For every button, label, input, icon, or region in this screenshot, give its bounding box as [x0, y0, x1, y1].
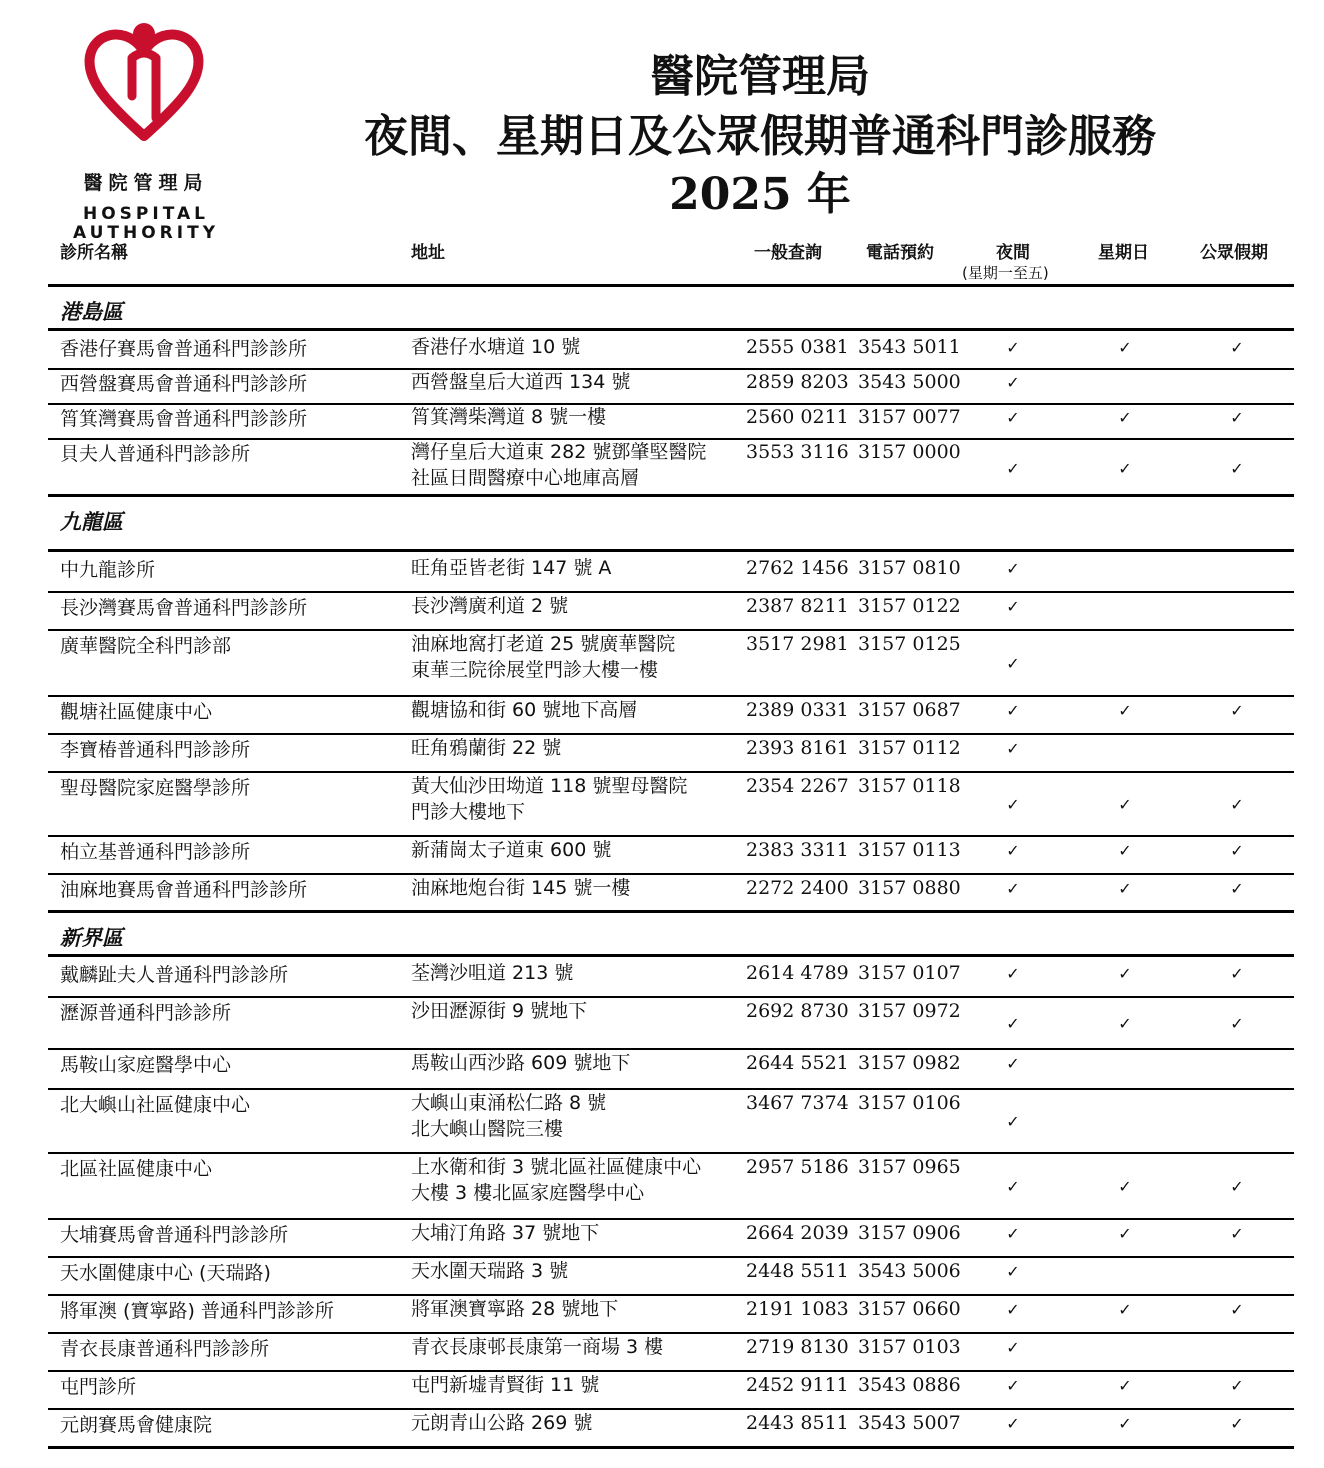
table-rule — [48, 1370, 1294, 1372]
clinic-name: 天水圍健康中心 (天瑞路) — [60, 1262, 271, 1284]
table-rule — [48, 954, 1294, 957]
clinic-address-line: 黃大仙沙田坳道 118 號聖母醫院 — [411, 775, 688, 797]
clinic-name: 西營盤賽馬會普通科門診診所 — [60, 373, 308, 395]
sunday-tick-icon: ✓ — [1118, 879, 1132, 898]
clinic-address-line: 旺角亞皆老街 147 號 A — [411, 557, 612, 579]
booking-phone: 3157 0810 — [858, 557, 961, 579]
clinic-address-line: 沙田瀝源街 9 號地下 — [411, 1000, 588, 1022]
clinic-address-line: 天水圍天瑞路 3 號 — [411, 1260, 569, 1282]
table-rule — [48, 1294, 1294, 1296]
clinic-address-line: 旺角鴉蘭街 22 號 — [411, 737, 562, 759]
region-title: 新界區 — [60, 926, 123, 950]
region-title: 港島區 — [60, 300, 123, 324]
booking-phone: 3157 0113 — [858, 839, 961, 861]
clinic-address-line: 大埔汀角路 37 號地下 — [411, 1222, 600, 1244]
clinic-address-line: 馬鞍山西沙路 609 號地下 — [411, 1052, 631, 1074]
enquiry-phone: 2664 2039 — [746, 1222, 849, 1244]
clinic-row — [48, 332, 1294, 368]
column-header-name: 診所名稱 — [60, 243, 128, 263]
enquiry-phone: 2389 0331 — [746, 699, 849, 721]
table-rule — [48, 771, 1294, 773]
clinic-name: 聖母醫院家庭醫學診所 — [60, 777, 251, 799]
booking-phone: 3543 5011 — [858, 336, 961, 358]
booking-phone: 3157 0106 — [858, 1092, 961, 1114]
evening-tick-icon: ✓ — [1006, 654, 1020, 673]
evening-tick-icon: ✓ — [1006, 338, 1020, 357]
clinic-row — [48, 1218, 1294, 1256]
clinic-name: 北大嶼山社區健康中心 — [60, 1094, 251, 1116]
clinic-name: 元朗賽馬會健康院 — [60, 1414, 213, 1436]
holiday-tick-icon: ✓ — [1230, 841, 1244, 860]
enquiry-phone: 2555 0381 — [746, 336, 849, 358]
holiday-tick-icon: ✓ — [1230, 795, 1244, 814]
evening-tick-icon: ✓ — [1006, 1376, 1020, 1395]
enquiry-phone: 2859 8203 — [746, 371, 849, 393]
enquiry-phone: 2354 2267 — [746, 775, 849, 797]
evening-tick-icon: ✓ — [1006, 459, 1020, 478]
clinic-address-line: 社區日間醫療中心地庫高層 — [411, 467, 640, 489]
clinic-name: 柏立基普通科門診診所 — [60, 841, 251, 863]
booking-phone: 3157 0122 — [858, 595, 961, 617]
heart-logo-icon — [82, 18, 206, 142]
clinic-address-line: 上水衛和街 3 號北區社區健康中心 — [411, 1156, 702, 1178]
booking-phone: 3157 0118 — [858, 775, 961, 797]
table-rule — [48, 438, 1294, 440]
clinic-name: 李寶椿普通科門診診所 — [60, 739, 251, 761]
holiday-tick-icon: ✓ — [1230, 701, 1244, 720]
holiday-tick-icon: ✓ — [1230, 1376, 1244, 1395]
clinic-name: 油麻地賽馬會普通科門診診所 — [60, 879, 308, 901]
clinic-address-line: 大嶼山東涌松仁路 8 號 — [411, 1092, 607, 1114]
clinic-row — [48, 591, 1294, 629]
table-rule — [48, 328, 1294, 331]
evening-tick-icon: ✓ — [1006, 964, 1020, 983]
table-rule — [48, 910, 1294, 913]
booking-phone: 3157 0687 — [858, 699, 961, 721]
table-rule — [48, 733, 1294, 735]
clinic-address-line: 長沙灣廣利道 2 號 — [411, 595, 569, 617]
enquiry-phone: 3553 3116 — [746, 441, 849, 463]
title-service: 夜間、星期日及公眾假期普通科門診服務 — [364, 111, 1156, 162]
booking-phone: 3157 0125 — [858, 633, 961, 655]
sunday-tick-icon: ✓ — [1118, 1300, 1132, 1319]
evening-tick-icon: ✓ — [1006, 795, 1020, 814]
evening-tick-icon: ✓ — [1006, 879, 1020, 898]
clinic-row — [48, 1256, 1294, 1294]
logo-chinese-name: 醫院管理局 — [83, 172, 209, 194]
clinic-row — [48, 1088, 1294, 1152]
enquiry-phone: 2383 3311 — [746, 839, 849, 861]
clinic-name: 屯門診所 — [60, 1376, 137, 1398]
booking-phone: 3157 0972 — [858, 1000, 961, 1022]
hospital-authority-logo — [66, 18, 226, 243]
sunday-tick-icon: ✓ — [1118, 964, 1132, 983]
logo-english-line1: HOSPITAL — [83, 204, 209, 224]
evening-tick-icon: ✓ — [1006, 1262, 1020, 1281]
clinic-address-line: 大樓 3 樓北區家庭醫學中心 — [411, 1182, 645, 1204]
clinic-name: 大埔賽馬會普通科門診診所 — [60, 1224, 289, 1246]
clinic-name: 筲箕灣賽馬會普通科門診診所 — [60, 408, 308, 430]
clinic-row — [48, 1370, 1294, 1408]
booking-phone: 3543 5000 — [858, 371, 961, 393]
table-rule — [48, 1218, 1294, 1220]
sunday-tick-icon: ✓ — [1118, 459, 1132, 478]
clinic-row — [48, 1048, 1294, 1088]
table-rule — [48, 284, 1294, 287]
clinic-address-line: 將軍澳寶寧路 28 號地下 — [411, 1298, 619, 1320]
table-rule — [48, 1048, 1294, 1050]
enquiry-phone: 2614 4789 — [746, 962, 849, 984]
enquiry-phone: 2719 8130 — [746, 1336, 849, 1358]
evening-tick-icon: ✓ — [1006, 1300, 1020, 1319]
holiday-tick-icon: ✓ — [1230, 408, 1244, 427]
holiday-tick-icon: ✓ — [1230, 338, 1244, 357]
enquiry-phone: 2762 1456 — [746, 557, 849, 579]
column-header-booking: 電話預約 — [866, 243, 934, 263]
table-rule — [48, 591, 1294, 593]
enquiry-phone: 2393 8161 — [746, 737, 849, 759]
clinic-row — [48, 1408, 1294, 1446]
clinic-address-line: 觀塘協和街 60 號地下高層 — [411, 699, 638, 721]
table-rule — [48, 1446, 1294, 1449]
holiday-tick-icon: ✓ — [1230, 964, 1244, 983]
booking-phone: 3157 0660 — [858, 1298, 961, 1320]
enquiry-phone: 2644 5521 — [746, 1052, 849, 1074]
clinic-address-line: 荃灣沙咀道 213 號 — [411, 962, 574, 984]
column-header-holiday: 公眾假期 — [1200, 243, 1268, 263]
evening-tick-icon: ✓ — [1006, 1112, 1020, 1131]
enquiry-phone: 3467 7374 — [746, 1092, 849, 1114]
column-header-enquiry: 一般查詢 — [754, 243, 822, 263]
clinic-address-line: 灣仔皇后大道東 282 號鄧肇堅醫院 — [411, 441, 707, 463]
clinic-address-line: 元朗青山公路 269 號 — [411, 1412, 593, 1434]
clinic-name: 瀝源普通科門診診所 — [60, 1002, 232, 1024]
region-title: 九龍區 — [60, 510, 123, 534]
booking-phone: 3157 0103 — [858, 1336, 961, 1358]
clinic-row — [48, 996, 1294, 1048]
clinic-address-line: 東華三院徐展堂門診大樓一樓 — [411, 659, 659, 681]
table-rule — [48, 494, 1294, 497]
clinic-name: 香港仔賽馬會普通科門診診所 — [60, 338, 308, 360]
clinic-name: 青衣長康普通科門診診所 — [60, 1338, 270, 1360]
holiday-tick-icon: ✓ — [1230, 459, 1244, 478]
evening-tick-icon: ✓ — [1006, 1054, 1020, 1073]
table-rule — [48, 1408, 1294, 1410]
evening-tick-icon: ✓ — [1006, 1014, 1020, 1033]
sunday-tick-icon: ✓ — [1118, 1177, 1132, 1196]
evening-tick-icon: ✓ — [1006, 597, 1020, 616]
booking-phone: 3157 0906 — [858, 1222, 961, 1244]
booking-phone: 3157 0107 — [858, 962, 961, 984]
enquiry-phone: 2560 0211 — [746, 406, 849, 428]
clinic-address-line: 北大嶼山醫院三樓 — [411, 1118, 564, 1140]
sunday-tick-icon: ✓ — [1118, 841, 1132, 860]
table-rule — [48, 549, 1294, 552]
enquiry-phone: 2692 8730 — [746, 1000, 849, 1022]
table-rule — [48, 1152, 1294, 1154]
clinic-row — [48, 553, 1294, 591]
clinic-address-line: 油麻地窩打老道 25 號廣華醫院 — [411, 633, 676, 655]
clinic-name: 將軍澳 (寶寧路) 普通科門診診所 — [60, 1300, 334, 1322]
sunday-tick-icon: ✓ — [1118, 1376, 1132, 1395]
enquiry-phone: 2272 2400 — [746, 877, 849, 899]
table-rule — [48, 1256, 1294, 1258]
clinic-row — [48, 835, 1294, 873]
title-year: 2025 年 — [669, 169, 851, 220]
clinic-name: 貝夫人普通科門診診所 — [60, 443, 251, 465]
enquiry-phone: 2387 8211 — [746, 595, 849, 617]
table-rule — [48, 368, 1294, 370]
sunday-tick-icon: ✓ — [1118, 408, 1132, 427]
enquiry-phone: 2191 1083 — [746, 1298, 849, 1320]
clinic-row — [48, 1152, 1294, 1218]
sunday-tick-icon: ✓ — [1118, 1414, 1132, 1433]
column-subheader-evening: (星期一至五) — [962, 264, 1049, 282]
sunday-tick-icon: ✓ — [1118, 1224, 1132, 1243]
evening-tick-icon: ✓ — [1006, 701, 1020, 720]
clinic-name: 馬鞍山家庭醫學中心 — [60, 1054, 232, 1076]
clinic-name: 觀塘社區健康中心 — [60, 701, 213, 723]
booking-phone: 3157 0000 — [858, 441, 961, 463]
clinic-row — [48, 367, 1294, 403]
clinic-row — [48, 437, 1294, 497]
clinic-name: 長沙灣賽馬會普通科門診診所 — [60, 597, 308, 619]
holiday-tick-icon: ✓ — [1230, 1414, 1244, 1433]
enquiry-phone: 2957 5186 — [746, 1156, 849, 1178]
clinic-address-line: 門診大樓地下 — [411, 801, 526, 823]
booking-phone: 3157 0880 — [858, 877, 961, 899]
holiday-tick-icon: ✓ — [1230, 1014, 1244, 1033]
clinic-row — [48, 402, 1294, 438]
evening-tick-icon: ✓ — [1006, 1338, 1020, 1357]
clinic-address-line: 西營盤皇后大道西 134 號 — [411, 371, 631, 393]
booking-phone: 3157 0077 — [858, 406, 961, 428]
booking-phone: 3543 5007 — [858, 1412, 961, 1434]
clinic-address-line: 屯門新墟青賢街 11 號 — [411, 1374, 600, 1396]
evening-tick-icon: ✓ — [1006, 1177, 1020, 1196]
sunday-tick-icon: ✓ — [1118, 1014, 1132, 1033]
column-header-sunday: 星期日 — [1098, 243, 1149, 263]
logo-english-line2: AUTHORITY — [72, 223, 220, 243]
booking-phone: 3157 0982 — [858, 1052, 961, 1074]
clinic-row — [48, 695, 1294, 733]
clinic-row — [48, 1332, 1294, 1370]
clinic-row — [48, 771, 1294, 835]
clinic-address-line: 筲箕灣柴灣道 8 號一樓 — [411, 406, 607, 428]
holiday-tick-icon: ✓ — [1230, 879, 1244, 898]
clinic-row — [48, 873, 1294, 911]
enquiry-phone: 2448 5511 — [746, 1260, 849, 1282]
clinic-name: 廣華醫院全科門診部 — [60, 635, 232, 657]
evening-tick-icon: ✓ — [1006, 841, 1020, 860]
table-rule — [48, 629, 1294, 631]
clinic-address-line: 新蒲崗太子道東 600 號 — [411, 839, 612, 861]
evening-tick-icon: ✓ — [1006, 1414, 1020, 1433]
sunday-tick-icon: ✓ — [1118, 338, 1132, 357]
column-header-address: 地址 — [411, 243, 445, 263]
enquiry-phone: 2443 8511 — [746, 1412, 849, 1434]
table-rule — [48, 695, 1294, 697]
clinic-name: 戴麟趾夫人普通科門診診所 — [60, 964, 289, 986]
clinic-name: 中九龍診所 — [60, 559, 156, 581]
evening-tick-icon: ✓ — [1006, 373, 1020, 392]
holiday-tick-icon: ✓ — [1230, 1177, 1244, 1196]
sunday-tick-icon: ✓ — [1118, 795, 1132, 814]
enquiry-phone: 2452 9111 — [746, 1374, 849, 1396]
booking-phone: 3543 5006 — [858, 1260, 961, 1282]
clinic-row — [48, 1294, 1294, 1332]
evening-tick-icon: ✓ — [1006, 1224, 1020, 1243]
sunday-tick-icon: ✓ — [1118, 701, 1132, 720]
booking-phone: 3157 0112 — [858, 737, 961, 759]
evening-tick-icon: ✓ — [1006, 559, 1020, 578]
table-rule — [48, 873, 1294, 875]
table-rule — [48, 996, 1294, 998]
title-organisation: 醫院管理局 — [650, 51, 870, 102]
table-rule — [48, 1332, 1294, 1334]
column-header-evening: 夜間 — [996, 243, 1030, 263]
holiday-tick-icon: ✓ — [1230, 1300, 1244, 1319]
clinic-address-line: 青衣長康邨長康第一商場 3 樓 — [411, 1336, 664, 1358]
table-rule — [48, 835, 1294, 837]
evening-tick-icon: ✓ — [1006, 408, 1020, 427]
evening-tick-icon: ✓ — [1006, 739, 1020, 758]
table-rule — [48, 1088, 1294, 1090]
clinic-name: 北區社區健康中心 — [60, 1158, 213, 1180]
clinic-row — [48, 629, 1294, 695]
clinic-address-line: 油麻地炮台街 145 號一樓 — [411, 877, 631, 899]
booking-phone: 3543 0886 — [858, 1374, 961, 1396]
enquiry-phone: 3517 2981 — [746, 633, 849, 655]
clinic-row — [48, 733, 1294, 771]
holiday-tick-icon: ✓ — [1230, 1224, 1244, 1243]
table-rule — [48, 403, 1294, 405]
clinic-row — [48, 958, 1294, 996]
booking-phone: 3157 0965 — [858, 1156, 961, 1178]
clinic-address-line: 香港仔水塘道 10 號 — [411, 336, 581, 358]
